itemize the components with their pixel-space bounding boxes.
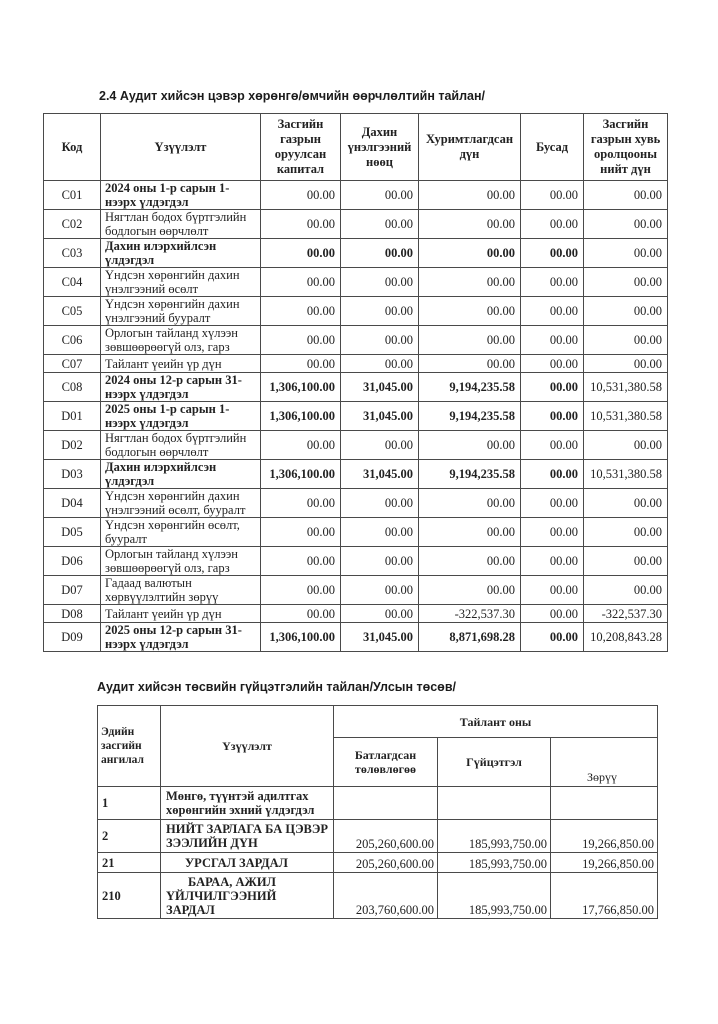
accumulated-cell: 00.00 bbox=[419, 268, 521, 297]
accumulated-cell: 00.00 bbox=[419, 547, 521, 576]
row-label: Мөнгө, түүнтэй адилтгах хөрөнгийн эхний үлдэгдэл bbox=[161, 787, 334, 820]
accumulated-cell: 9,194,235.58 bbox=[419, 460, 521, 489]
row-label: 2025 оны 12-р сарын 31-нээрх үлдэгдэл bbox=[101, 623, 261, 652]
revaluation-reserve-cell: 31,045.00 bbox=[341, 460, 419, 489]
total-cell: 10,208,843.28 bbox=[584, 623, 668, 652]
accumulated-cell: 9,194,235.58 bbox=[419, 402, 521, 431]
revaluation-reserve-cell: 00.00 bbox=[341, 239, 419, 268]
budget-performance-table bbox=[97, 705, 658, 919]
header-approved-plan: Батлагдсан төлөвлөгөө bbox=[334, 738, 438, 787]
approved-plan-cell: 205,260,600.00 bbox=[334, 853, 438, 873]
approved-plan-cell: 205,260,600.00 bbox=[334, 820, 438, 853]
gov-capital-cell: 1,306,100.00 bbox=[261, 402, 341, 431]
revaluation-reserve-cell: 00.00 bbox=[341, 297, 419, 326]
accumulated-cell: 00.00 bbox=[419, 518, 521, 547]
accumulated-cell: 00.00 bbox=[419, 181, 521, 210]
row-label: Дахин илэрхийлсэн үлдэгдэл bbox=[101, 460, 261, 489]
other-cell: 00.00 bbox=[521, 402, 584, 431]
table-row bbox=[44, 547, 668, 576]
header-gov-capital: Засгийн газрын оруулсан капитал bbox=[261, 114, 341, 181]
row-code: D03 bbox=[44, 460, 101, 489]
gov-capital-cell: 1,306,100.00 bbox=[261, 373, 341, 402]
row-label: Үндсэн хөрөнгийн дахин үнэлгээний өсөлт bbox=[101, 268, 261, 297]
total-cell: 00.00 bbox=[584, 489, 668, 518]
revaluation-reserve-cell: 00.00 bbox=[341, 576, 419, 605]
other-cell: 00.00 bbox=[521, 518, 584, 547]
table-row bbox=[98, 873, 658, 919]
row-label-line: БАРАА, АЖИЛ bbox=[188, 874, 276, 889]
table-row bbox=[44, 239, 668, 268]
gov-capital-cell: 00.00 bbox=[261, 181, 341, 210]
other-cell: 00.00 bbox=[521, 431, 584, 460]
revaluation-reserve-cell: 31,045.00 bbox=[341, 623, 419, 652]
row-code: 2 bbox=[98, 820, 161, 853]
row-code: D07 bbox=[44, 576, 101, 605]
row-code: D01 bbox=[44, 402, 101, 431]
total-cell: 00.00 bbox=[584, 181, 668, 210]
row-code: C08 bbox=[44, 373, 101, 402]
other-cell: 00.00 bbox=[521, 181, 584, 210]
table-row bbox=[44, 297, 668, 326]
table-row bbox=[98, 853, 658, 873]
budget-report-title: Аудит хийсэн төсвийн гүйцэтгэлийн тайлан/Улсын төсөв/ bbox=[97, 680, 456, 694]
row-label-line: ЗАРДАЛ bbox=[166, 902, 215, 917]
row-code: 210 bbox=[98, 873, 161, 919]
table-row bbox=[44, 489, 668, 518]
equity-change-table bbox=[43, 113, 668, 652]
header-indicator: Үзүүлэлт bbox=[161, 706, 334, 787]
approved-plan-cell: 203,760,600.00 bbox=[334, 873, 438, 919]
row-code: C03 bbox=[44, 239, 101, 268]
row-code: 21 bbox=[98, 853, 161, 873]
other-cell: 00.00 bbox=[521, 460, 584, 489]
gov-capital-cell: 00.00 bbox=[261, 489, 341, 518]
total-cell: 00.00 bbox=[584, 547, 668, 576]
row-label: Орлогын тайланд хүлээн зөвшөөрөөгүй олз, гарз bbox=[101, 547, 261, 576]
accumulated-cell: 00.00 bbox=[419, 431, 521, 460]
revaluation-reserve-cell: 00.00 bbox=[341, 268, 419, 297]
row-label: 2025 оны 1-р сарын 1-нээрх үлдэгдэл bbox=[101, 402, 261, 431]
row-label: Орлогын тайланд хүлээн зөвшөөрөөгүй олз, гарз bbox=[101, 326, 261, 355]
table-row bbox=[44, 518, 668, 547]
revaluation-reserve-cell: 31,045.00 bbox=[341, 373, 419, 402]
row-label: Гадаад валютын хөрвүүлэлтийн зөрүү bbox=[101, 576, 261, 605]
row-label: УРСГАЛ ЗАРДАЛ bbox=[161, 853, 334, 873]
revaluation-reserve-cell: 00.00 bbox=[341, 181, 419, 210]
row-code: C02 bbox=[44, 210, 101, 239]
table-row bbox=[44, 181, 668, 210]
row-label: Дахин илэрхийлсэн үлдэгдэл bbox=[101, 239, 261, 268]
total-cell: 10,531,380.58 bbox=[584, 460, 668, 489]
header-difference: Зөрүү bbox=[551, 738, 658, 787]
row-label: Үндсэн хөрөнгийн дахин үнэлгээний бууралт bbox=[101, 297, 261, 326]
gov-capital-cell: 00.00 bbox=[261, 297, 341, 326]
table-row bbox=[44, 576, 668, 605]
table-header-row bbox=[44, 114, 668, 181]
revaluation-reserve-cell: 31,045.00 bbox=[341, 402, 419, 431]
gov-capital-cell: 00.00 bbox=[261, 239, 341, 268]
accumulated-cell: 9,194,235.58 bbox=[419, 373, 521, 402]
header-other: Бусад bbox=[521, 114, 584, 181]
table-row bbox=[44, 210, 668, 239]
revaluation-reserve-cell: 00.00 bbox=[341, 605, 419, 623]
table-row bbox=[44, 326, 668, 355]
gov-capital-cell: 00.00 bbox=[261, 547, 341, 576]
header-performance: Гүйцэтгэл bbox=[438, 738, 551, 787]
total-cell: 10,531,380.58 bbox=[584, 402, 668, 431]
row-label-line: ҮЙЛЧИЛГЭЭНИЙ bbox=[166, 888, 277, 903]
gov-capital-cell: 00.00 bbox=[261, 431, 341, 460]
approved-plan-cell bbox=[334, 787, 438, 820]
other-cell: 00.00 bbox=[521, 489, 584, 518]
row-label: Нягтлан бодох бүртгэлийн бодлогын өөрчлөлт bbox=[101, 431, 261, 460]
table-row bbox=[44, 373, 668, 402]
accumulated-cell: -322,537.30 bbox=[419, 605, 521, 623]
row-code: C04 bbox=[44, 268, 101, 297]
performance-cell: 185,993,750.00 bbox=[438, 873, 551, 919]
gov-capital-cell: 00.00 bbox=[261, 576, 341, 605]
total-cell: 00.00 bbox=[584, 210, 668, 239]
difference-cell: 17,766,850.00 bbox=[551, 873, 658, 919]
accumulated-cell: 00.00 bbox=[419, 355, 521, 373]
total-cell: 00.00 bbox=[584, 576, 668, 605]
difference-cell bbox=[551, 787, 658, 820]
row-label: Тайлант үеийн үр дүн bbox=[101, 605, 261, 623]
table-row bbox=[44, 355, 668, 373]
difference-cell: 19,266,850.00 bbox=[551, 853, 658, 873]
accumulated-cell: 00.00 bbox=[419, 489, 521, 518]
total-cell: 00.00 bbox=[584, 431, 668, 460]
other-cell: 00.00 bbox=[521, 373, 584, 402]
row-label: 2024 оны 12-р сарын 31-нээрх үлдэгдэл bbox=[101, 373, 261, 402]
gov-capital-cell: 00.00 bbox=[261, 268, 341, 297]
gov-capital-cell: 1,306,100.00 bbox=[261, 460, 341, 489]
performance-cell: 185,993,750.00 bbox=[438, 820, 551, 853]
header-accumulated: Хуримтлагдсан дүн bbox=[419, 114, 521, 181]
header-revaluation-reserve: Дахин үнэлгээний нөөц bbox=[341, 114, 419, 181]
row-label: Үндсэн хөрөнгийн дахин үнэлгээний өсөлт, бууралт bbox=[101, 489, 261, 518]
other-cell: 00.00 bbox=[521, 576, 584, 605]
accumulated-cell: 00.00 bbox=[419, 239, 521, 268]
row-code: D06 bbox=[44, 547, 101, 576]
gov-capital-cell: 00.00 bbox=[261, 326, 341, 355]
row-code: C06 bbox=[44, 326, 101, 355]
header-code: Код bbox=[44, 114, 101, 181]
table-row bbox=[44, 623, 668, 652]
header-reporting-year: Тайлант оны bbox=[334, 706, 658, 738]
other-cell: 00.00 bbox=[521, 547, 584, 576]
accumulated-cell: 00.00 bbox=[419, 576, 521, 605]
table-row bbox=[98, 787, 658, 820]
table-row bbox=[44, 431, 668, 460]
total-cell: 00.00 bbox=[584, 326, 668, 355]
other-cell: 00.00 bbox=[521, 239, 584, 268]
accumulated-cell: 8,871,698.28 bbox=[419, 623, 521, 652]
other-cell: 00.00 bbox=[521, 268, 584, 297]
row-code: C05 bbox=[44, 297, 101, 326]
revaluation-reserve-cell: 00.00 bbox=[341, 431, 419, 460]
revaluation-reserve-cell: 00.00 bbox=[341, 326, 419, 355]
other-cell: 00.00 bbox=[521, 326, 584, 355]
table-row bbox=[44, 268, 668, 297]
gov-capital-cell: 00.00 bbox=[261, 518, 341, 547]
revaluation-reserve-cell: 00.00 bbox=[341, 518, 419, 547]
header-total: Засгийн газрын хувь оролцооны нийт дүн bbox=[584, 114, 668, 181]
revaluation-reserve-cell: 00.00 bbox=[341, 489, 419, 518]
header-indicator: Үзүүлэлт bbox=[101, 114, 261, 181]
accumulated-cell: 00.00 bbox=[419, 210, 521, 239]
equity-report-title: 2.4 Аудит хийсэн цэвэр хөрөнгө/өмчийн өөрчлөлтийн тайлан/ bbox=[99, 89, 486, 103]
table-row bbox=[44, 605, 668, 623]
row-code: C07 bbox=[44, 355, 101, 373]
total-cell: -322,537.30 bbox=[584, 605, 668, 623]
total-cell: 00.00 bbox=[584, 355, 668, 373]
gov-capital-cell: 00.00 bbox=[261, 605, 341, 623]
other-cell: 00.00 bbox=[521, 210, 584, 239]
difference-cell: 19,266,850.00 bbox=[551, 820, 658, 853]
total-cell: 00.00 bbox=[584, 518, 668, 547]
row-code: C01 bbox=[44, 181, 101, 210]
row-code: D08 bbox=[44, 605, 101, 623]
revaluation-reserve-cell: 00.00 bbox=[341, 547, 419, 576]
row-label: Үндсэн хөрөнгийн өсөлт, бууралт bbox=[101, 518, 261, 547]
other-cell: 00.00 bbox=[521, 355, 584, 373]
total-cell: 00.00 bbox=[584, 268, 668, 297]
gov-capital-cell: 1,306,100.00 bbox=[261, 623, 341, 652]
row-code: 1 bbox=[98, 787, 161, 820]
row-label: НИЙТ ЗАРЛАГА БА ЦЭВЭР ЗЭЭЛИЙН ДҮН bbox=[161, 820, 334, 853]
row-label: Тайлант үеийн үр дүн bbox=[101, 355, 261, 373]
table-row bbox=[44, 402, 668, 431]
row-label: Нягтлан бодох бүртгэлийн бодлогын өөрчлөлт bbox=[101, 210, 261, 239]
total-cell: 00.00 bbox=[584, 239, 668, 268]
gov-capital-cell: 00.00 bbox=[261, 355, 341, 373]
performance-cell bbox=[438, 787, 551, 820]
other-cell: 00.00 bbox=[521, 605, 584, 623]
row-code: D09 bbox=[44, 623, 101, 652]
table-header-row bbox=[98, 706, 658, 738]
revaluation-reserve-cell: 00.00 bbox=[341, 210, 419, 239]
row-code: D02 bbox=[44, 431, 101, 460]
accumulated-cell: 00.00 bbox=[419, 326, 521, 355]
row-label bbox=[161, 873, 334, 919]
row-label: 2024 оны 1-р сарын 1-нээрх үлдэгдэл bbox=[101, 181, 261, 210]
other-cell: 00.00 bbox=[521, 297, 584, 326]
revaluation-reserve-cell: 00.00 bbox=[341, 355, 419, 373]
row-code: D04 bbox=[44, 489, 101, 518]
table-row bbox=[44, 460, 668, 489]
table-row bbox=[98, 820, 658, 853]
other-cell: 00.00 bbox=[521, 623, 584, 652]
accumulated-cell: 00.00 bbox=[419, 297, 521, 326]
gov-capital-cell: 00.00 bbox=[261, 210, 341, 239]
performance-cell: 185,993,750.00 bbox=[438, 853, 551, 873]
row-code: D05 bbox=[44, 518, 101, 547]
total-cell: 00.00 bbox=[584, 297, 668, 326]
total-cell: 10,531,380.58 bbox=[584, 373, 668, 402]
header-classification: Эдийн засгийн ангилал bbox=[98, 706, 161, 787]
